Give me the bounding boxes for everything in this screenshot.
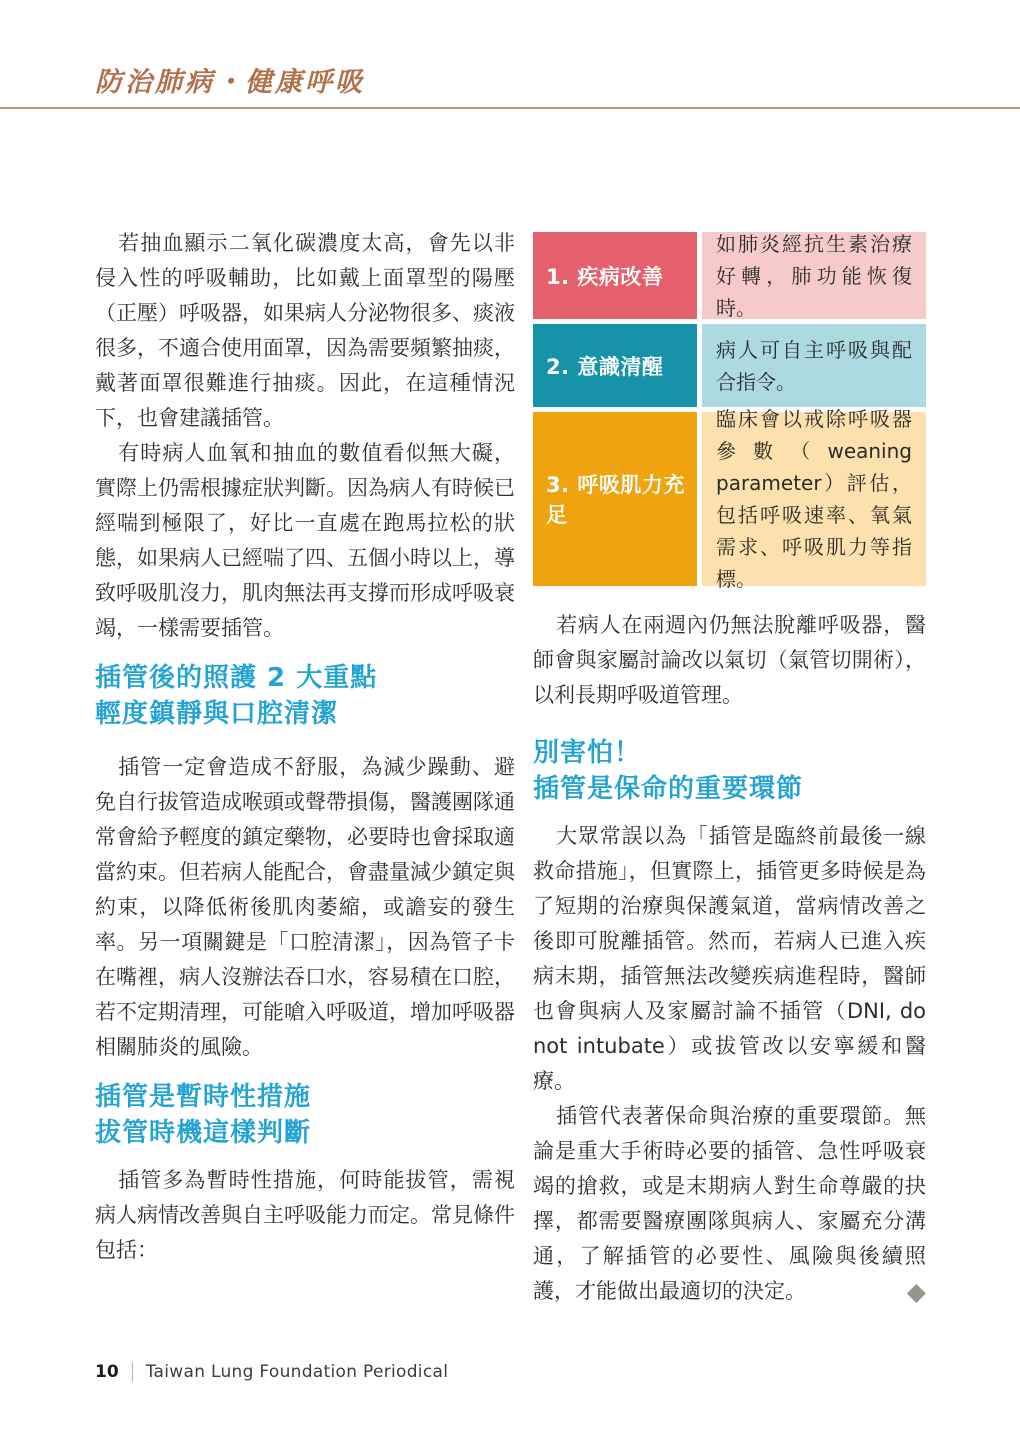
header-rule (0, 107, 1020, 109)
heading-post-intubation-care (95, 660, 515, 732)
page-footer (95, 1362, 448, 1382)
closing-paragraph-wrap (533, 1099, 926, 1309)
table-row-text: 病人可自主呼吸與配合指令。 (702, 324, 926, 407)
paragraph-noninvasive-support: 若抽血顯示二氧化碳濃度太高，會先以非侵入性的呼吸輔助，比如戴上面罩型的陽壓（正壓）呼吸器，如果病人分泌物很多、痰液很多，不適合使用面罩，因為需要頻繁抽痰，戴著面罩很難進行抽痰。因此，在這種情況下，也會建議插管。 (95, 231, 515, 430)
paragraph-extubation-conditions: 插管多為暫時性措施，何時能拔管，需視病人病情改善與自主呼吸能力而定。常見條件包括： (95, 1168, 515, 1262)
heading-line: 別害怕！ (533, 738, 642, 768)
heading-line: 插管是保命的重要環節 (533, 774, 804, 804)
paragraph-tracheostomy: 若病人在兩週內仍無法脫離呼吸器，醫師會與家屬討論改以氣切（氣管切開術），以利長期呼吸道管理。 (533, 613, 926, 707)
section-kicker: 防治肺病・健康呼吸 (95, 67, 365, 98)
table-row-label: 1. 疾病改善 (533, 232, 697, 319)
paragraph-symptom-judgement: 有時病人血氧和抽血的數值看似無大礙，實際上仍需根據症狀判斷。因為病人有時候已經喘到極限了，好比一直處在跑馬拉松的狀態，如果病人已經喘了四、五個小時以上，導致呼吸肌沒力，肌肉無法再支撐而形成呼吸衰竭，一樣需要插管。 (95, 441, 515, 640)
journal-name: Taiwan Lung Foundation Periodical (145, 1362, 449, 1382)
heading-line: 插管後的照護 2 大重點 (95, 663, 378, 693)
footer-divider (132, 1362, 133, 1382)
extubation-conditions-table (533, 231, 926, 591)
heading-dont-be-afraid (533, 735, 926, 807)
heading-temporary-measure (95, 1079, 515, 1151)
page-number: 10 (95, 1362, 119, 1382)
table-row-label: 3. 呼吸肌力充足 (533, 412, 697, 586)
table-row-label: 2. 意識清醒 (533, 324, 697, 407)
paragraph-misconception: 大眾常誤以為「插管是臨終前最後一線救命措施」，但實際上，插管更多時候是為了短期的治療與保護氣道，當病情改善之後即可脫離插管。然而，若病人已進入疾病末期，插管無法改變疾病進程時，醫師也會與病人及家屬討論不插管（DNI, do not intubate）或拔管改以安寧緩和醫療。 (533, 824, 926, 1093)
paragraph-sedation-oral-care: 插管一定會造成不舒服，為減少躁動、避免自行拔管造成喉頭或聲帶損傷，醫護團隊通常會給予輕度的鎮定藥物，必要時也會採取適當約束。但若病人能配合，會盡量減少鎮定與約束，以降低術後肌肉萎縮，或譫妄的發生率。另一項關鍵是「口腔清潔」，因為管子卡在嘴裡，病人沒辦法吞口水，容易積在口腔，若不定期清理，可能嗆入呼吸道，增加呼吸器相關肺炎的風險。 (95, 755, 515, 1059)
table-row-text: 臨床會以戒除呼吸器參數（weaning parameter）評估，包括呼吸速率、氧氣需求、呼吸肌力等指標。 (702, 412, 926, 586)
heading-line: 輕度鎮靜與口腔清潔 (95, 699, 339, 729)
heading-line: 拔管時機這樣判斷 (95, 1118, 312, 1148)
paragraph-conclusion: 插管代表著保命與治療的重要環節。無論是重大手術時必要的插管、急性呼吸衰竭的搶救，或是末期病人對生命尊嚴的抉擇，都需要醫療團隊與病人、家屬充分溝通，了解插管的必要性、風險與後續照護，才能做出最適切的決定。 (533, 1104, 926, 1303)
left-column (95, 226, 515, 1268)
heading-line: 插管是暫時性措施 (95, 1082, 312, 1112)
table-row-text: 如肺炎經抗生素治療好轉，肺功能恢復時。 (702, 232, 926, 319)
article-end-diamond-icon: ◆ (906, 1277, 926, 1306)
right-column (533, 226, 926, 1309)
